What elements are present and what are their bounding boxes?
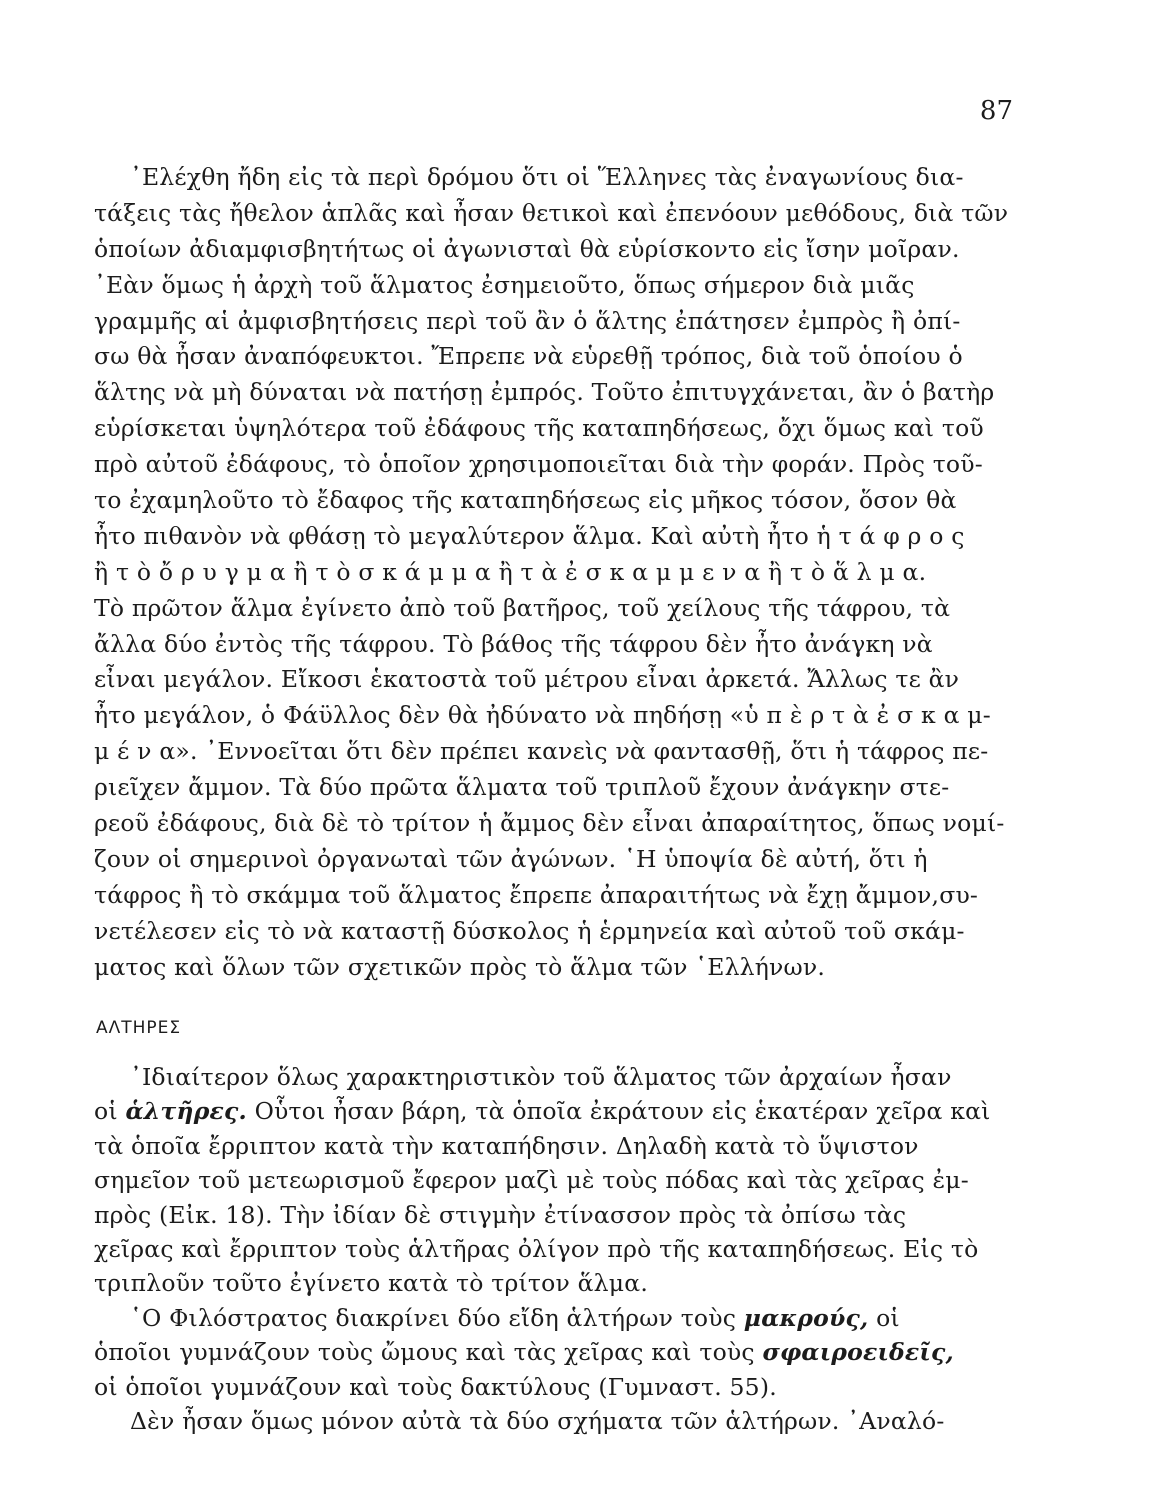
text-line: μ έ ν α». ᾿Εννοεῖται ὅτι δὲν πρέπει κανεὶς νὰ φαντασθῇ, ὅτι ἡ τάφρος πε- [94,737,989,766]
text-line: ἢ τ ὸ ὄ ρ υ γ μ α ἢ τ ὸ σ κ ά μ μ α ἢ τ ὰ ἐ σ κ α μ μ ε ν α ἢ τ ὸ ἅ λ μ α. [94,557,927,586]
text-line: ῾Ο Φιλόστρατος διακρίνει δύο εἴδη ἁλτήρων τοὺς μακρούς, οἱ [130,1303,900,1332]
text-line: ζουν οἱ σημερινοὶ ὀργανωταὶ τῶν ἀγώνων. ῾Η ὑποψία δὲ αὐτή, ὅτι ἡ [94,844,928,873]
text-line: τάφρος ἢ τὸ σκάμμα τοῦ ἅλματος ἔπρεπε ἀπαραιτήτως νὰ ἔχῃ ἄμμον,συ- [94,880,979,909]
text-line: γραμμῆς αἱ ἀμφισβητήσεις περὶ τοῦ ἂν ὁ ἅλτης ἐπάτησεν ἐμπρὸς ἢ ὀπί- [94,306,961,335]
text-line: χεῖρας καὶ ἔρριπτον τοὺς ἁλτῆρας ὀλίγον πρὸ τῆς καταπηδήσεως. Εἰς τὸ [94,1234,979,1263]
text-line: οἱ ἁλτῆρες. Οὗτοι ἦσαν βάρη, τὰ ὁποῖα ἐκράτουν εἰς ἑκατέραν χεῖρα καὶ [94,1097,991,1126]
paragraph-2 [94,1060,1008,1438]
text-line: ᾿Ελέχθη ἤδη εἰς τὰ περὶ δρόμου ὅτι οἱ Ἕλληνες τὰς ἐναγωνίους δια- [130,163,964,191]
text-line: ἅλτης νὰ μὴ δύναται νὰ πατήσῃ ἐμπρός. Τοῦτο ἐπιτυγχάνεται, ἂν ὁ βατὴρ [94,378,995,407]
text-line: οἱ ὁποῖοι γυμνάζουν καὶ τοὺς δακτύλους (Γυμναστ. 55). [94,1372,777,1401]
text-line: ἦτο μεγάλον, ὁ Φάϋλλος δὲν θὰ ἠδύνατο νὰ πηδήσῃ «ὑ π ὲ ρ τ ὰ ἐ σ κ α μ- [94,701,991,730]
text-line: εὑρίσκεται ὑψηλότερα τοῦ ἐδάφους τῆς καταπηδήσεως, ὄχι ὅμως καὶ τοῦ [94,414,984,443]
text-line: ματος καὶ ὅλων τῶν σχετικῶν πρὸς τὸ ἅλμα τῶν ῾Ελλήνων. [94,952,826,981]
emphasis-term: μακρούς, [743,1303,869,1332]
text-line: Δὲν ἦσαν ὅμως μόνον αὐτὰ τὰ δύο σχήματα τῶν ἁλτήρων. ᾿Αναλό- [130,1406,945,1435]
text-line: ἄλλα δύο ἐντὸς τῆς τάφρου. Τὸ βάθος τῆς τάφρου δὲν ἦτο ἀνάγκη νὰ [94,629,933,658]
text-line: ᾿Ιδιαίτερον ὅλως χαρακτηριστικὸν τοῦ ἅλματος τῶν ἀρχαίων ἦσαν [130,1063,952,1091]
text-line: ὁποῖοι γυμνάζουν τοὺς ὤμους καὶ τὰς χεῖρας καὶ τοὺς σφαιροειδεῖς, [94,1338,954,1367]
text-line: εἶναι μεγάλον. Εἴκοσι ἑκατοστὰ τοῦ μέτρου εἶναι ἀρκετά. Ἄλλως τε ἂν [94,665,960,694]
text-line: σημεῖον τοῦ μετεωρισμοῦ ἔφερον μαζὶ μὲ τοὺς πόδας καὶ τὰς χεῖρας ἐμ- [94,1166,969,1195]
text-line: νετέλεσεν εἰς τὸ νὰ καταστῇ δύσκολος ἡ ἑρμηνεία καὶ αὐτοῦ τοῦ σκάμ- [94,916,965,945]
text-line: ὁποίων ἀδιαμφισβητήτως οἱ ἀγωνισταὶ θὰ εὑρίσκοντο εἰς ἴσην μοῖραν. [94,234,960,263]
text-line: σω θὰ ἦσαν ἀναπόφευκτοι. Ἔπρεπε νὰ εὑρεθῇ τρόπος, διὰ τοῦ ὁποίου ὁ [94,342,963,371]
text-line: ρεοῦ ἐδάφους, διὰ δὲ τὸ τρίτον ἡ ἄμμος δὲν εἶναι ἀπαραίτητος, ὅπως νομί- [94,809,1005,838]
text-line: πρὸς (Εἰκ. 18). Τὴν ἰδίαν δὲ στιγμὴν ἐτίνασσον πρὸς τὰ ὀπίσω τὰς [94,1200,907,1229]
text-line: τὰ ὁποῖα ἔρριπτον κατὰ τὴν καταπήδησιν. Δηλαδὴ κατὰ τὸ ὕψιστον [94,1131,919,1160]
emphasis-term: ἁλτῆρες. [125,1097,247,1126]
text-line: πρὸ αὐτοῦ ἐδάφους, τὸ ὁποῖον χρησιμοποιεῖται διὰ τὴν φοράν. Πρὸς τοῦ- [94,450,983,479]
text-line: Τὸ πρῶτον ἅλμα ἐγίνετο ἀπὸ τοῦ βατῆρος, τοῦ χείλους τῆς τάφρου, τὰ [94,593,951,622]
paragraph-1 [94,160,1008,985]
text-line: τριπλοῦν τοῦτο ἐγίνετο κατὰ τὸ τρίτον ἅλμα. [94,1269,648,1298]
text-line: το ἐχαμηλοῦτο τὸ ἔδαφος τῆς καταπηδήσεως εἰς μῆκος τόσον, ὅσον θὰ [94,486,957,515]
page-number: 87 [979,96,1013,126]
text-line: ριεῖχεν ἄμμον. Τὰ δύο πρῶτα ἅλματα τοῦ τριπλοῦ ἔχουν ἀνάγκην στε- [94,773,950,802]
section-heading: ΑΛΤΗΡΕΣ [96,1018,182,1038]
text-line: ἦτο πιθανὸν νὰ φθάσῃ τὸ μεγαλύτερον ἅλμα. Καὶ αὐτὴ ἦτο ἡ τ ά φ ρ ο ς [94,521,965,550]
text-line: τάξεις τὰς ἤθελον ἁπλᾶς καὶ ἦσαν θετικοὶ καὶ ἐπενόουν μεθόδους, διὰ τῶν [94,198,1009,227]
text-line: ᾿Εὰν ὅμως ἡ ἀρχὴ τοῦ ἅλματος ἐσημειοῦτο, ὅπως σήμερον διὰ μιᾶς [94,270,915,299]
emphasis-term: σφαιροειδεῖς, [762,1338,954,1367]
